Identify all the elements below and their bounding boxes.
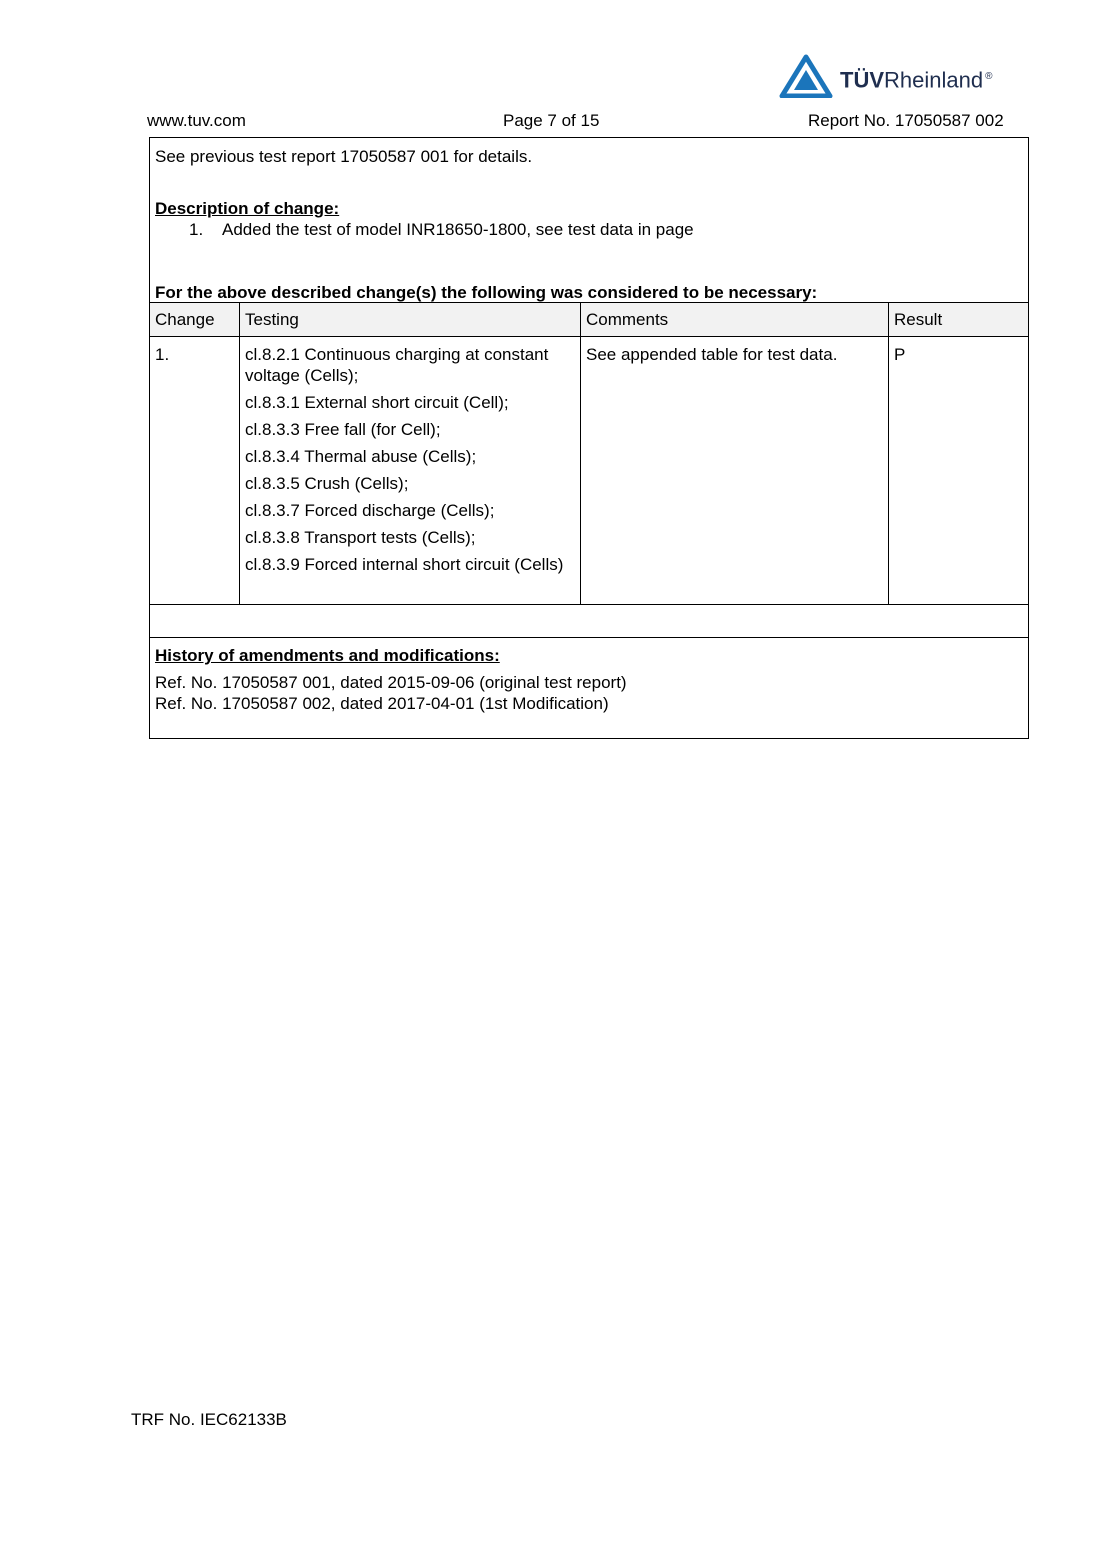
testing-item: cl.8.3.4 Thermal abuse (Cells); (245, 447, 477, 466)
cell-comments: See appended table for test data. (586, 345, 838, 364)
column-divider (580, 302, 581, 604)
necessary-heading: For the above described change(s) the following was considered to be necessary: (155, 283, 818, 302)
header-report-number: Report No. 17050587 002 (808, 111, 1004, 130)
history-line-2: Ref. No. 17050587 002, dated 2017-04-01 (1st Modification) (155, 694, 609, 713)
cell-testing-list (245, 344, 577, 581)
description-heading: Description of change: (155, 199, 340, 218)
column-header-testing: Testing (245, 310, 299, 329)
description-item-text: Added the test of model INR18650-1800, see test data in page (222, 220, 694, 239)
column-header-change: Change (155, 310, 215, 329)
testing-item: cl.8.3.7 Forced discharge (Cells); (245, 501, 495, 520)
history-heading: History of amendments and modifications: (155, 646, 500, 665)
testing-item: cl.8.3.1 External short circuit (Cell); (245, 393, 509, 412)
testing-item: cl.8.3.9 Forced internal short circuit (Cells) (245, 555, 564, 574)
column-header-result: Result (894, 310, 943, 329)
report-content-box (149, 137, 1029, 739)
header-page-number: Page 7 of 15 (503, 111, 600, 130)
header-website: www.tuv.com (147, 111, 246, 130)
testing-item: cl.8.2.1 Continuous charging at constant voltage (Cells); (245, 345, 549, 385)
intro-text: See previous test report 17050587 001 for details. (155, 147, 533, 166)
testing-item: cl.8.3.5 Crush (Cells); (245, 474, 409, 493)
testing-item: cl.8.3.3 Free fall (for Cell); (245, 420, 441, 439)
logo-wordmark: TÜVRheinland ® (840, 67, 993, 93)
cell-result: P (894, 345, 906, 364)
column-header-comments: Comments (586, 310, 669, 329)
column-divider (888, 302, 889, 604)
divider (150, 637, 1028, 638)
footer-trf-number: TRF No. IEC62133B (131, 1410, 287, 1429)
cell-change: 1. (155, 345, 170, 364)
triangle-logo-icon (778, 54, 834, 98)
divider (150, 604, 1028, 605)
divider (150, 302, 1028, 303)
divider (150, 336, 1028, 337)
description-item-number: 1. (189, 220, 204, 239)
tuv-rheinland-logo (778, 54, 1034, 98)
history-line-1: Ref. No. 17050587 001, dated 2015-09-06 (original test report) (155, 673, 627, 692)
testing-item: cl.8.3.8 Transport tests (Cells); (245, 528, 476, 547)
column-divider (239, 302, 240, 604)
